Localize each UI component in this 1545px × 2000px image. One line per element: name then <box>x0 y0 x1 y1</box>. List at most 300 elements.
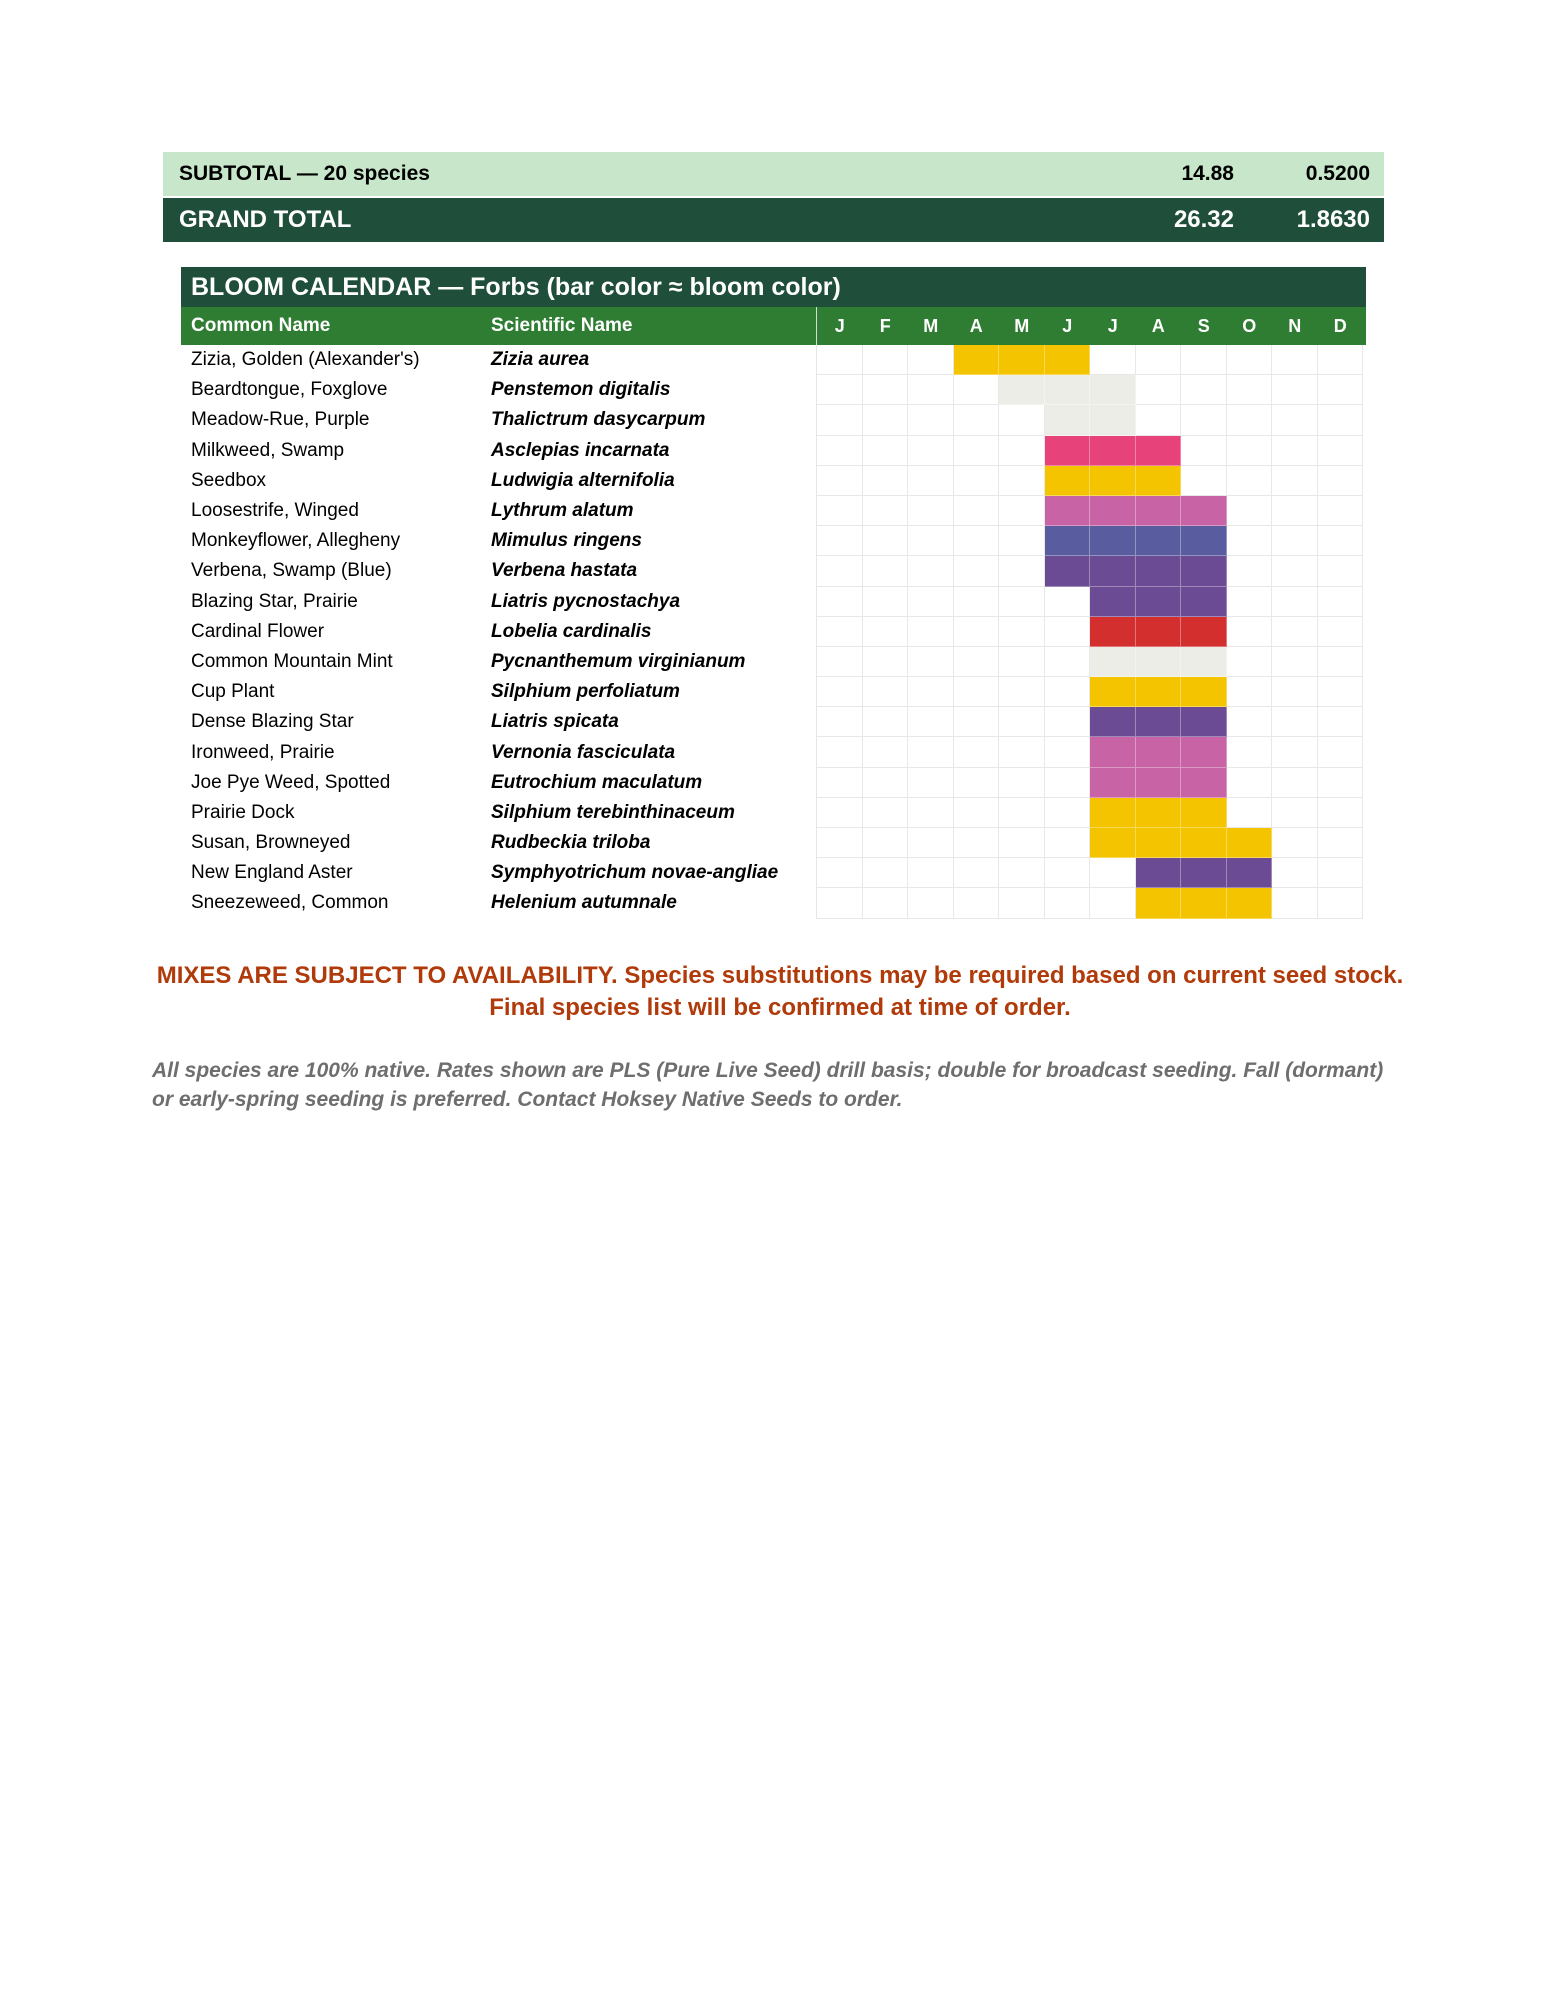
bloom-cell <box>817 647 863 677</box>
grand-total-value-2: 1.8630 <box>1296 206 1370 233</box>
bloom-cell <box>817 617 863 647</box>
bloom-cell <box>908 677 954 707</box>
bloom-cell-active <box>1045 526 1091 556</box>
month-header: S <box>1197 315 1210 336</box>
calendar-row <box>181 798 1366 828</box>
scientific-name: Helenium autumnale <box>491 892 677 914</box>
bloom-cell <box>1090 858 1136 888</box>
bloom-cell-active <box>1090 375 1136 405</box>
common-name: Milkweed, Swamp <box>191 439 345 461</box>
bloom-cell <box>863 828 909 858</box>
bloom-cells <box>816 888 1362 918</box>
bloom-cell <box>1272 888 1318 918</box>
calendar-row <box>181 768 1366 798</box>
bloom-cell-active <box>1181 526 1227 556</box>
bloom-cell <box>817 375 863 405</box>
bloom-cell-active <box>999 345 1045 375</box>
bloom-cell-active <box>1136 436 1182 466</box>
bloom-cell-active <box>1090 828 1136 858</box>
bloom-cell <box>954 466 1000 496</box>
bloom-cell-active <box>1136 798 1182 828</box>
common-name: Prairie Dock <box>191 801 295 823</box>
scientific-name: Liatris pycnostachya <box>491 590 681 612</box>
common-name: Loosestrife, Winged <box>191 500 359 522</box>
bloom-cell-active <box>1181 496 1227 526</box>
bloom-cell-active <box>1090 798 1136 828</box>
calendar-row <box>181 466 1366 496</box>
bloom-cell <box>1272 677 1318 707</box>
bloom-cell <box>954 768 1000 798</box>
bloom-cell <box>1272 858 1318 888</box>
bloom-cell <box>1181 375 1227 405</box>
bloom-cell-active <box>1090 466 1136 496</box>
bloom-cell-active <box>1181 858 1227 888</box>
calendar-row <box>181 828 1366 858</box>
bloom-cells <box>816 466 1362 496</box>
bloom-cell <box>817 737 863 767</box>
grand-total-value-1: 26.32 <box>1173 206 1234 233</box>
subtotal-row <box>163 152 1384 196</box>
bloom-cell <box>863 707 909 737</box>
bloom-cell <box>908 798 954 828</box>
bloom-cell <box>1227 798 1273 828</box>
bloom-cell-active <box>1181 677 1227 707</box>
bloom-cell <box>999 617 1045 647</box>
bloom-cells <box>816 345 1362 375</box>
bloom-cell <box>1181 345 1227 375</box>
bloom-cell <box>1136 405 1182 435</box>
bloom-cell <box>999 526 1045 556</box>
scientific-name: Verbena hastata <box>491 560 638 582</box>
bloom-cell-active <box>1181 768 1227 798</box>
bloom-cell <box>999 858 1045 888</box>
bloom-cell <box>817 707 863 737</box>
bloom-cell-active <box>999 375 1045 405</box>
bloom-cell <box>999 737 1045 767</box>
bloom-cell <box>1272 375 1318 405</box>
bloom-cell-active <box>1181 737 1227 767</box>
bloom-cell-active <box>1090 587 1136 617</box>
bloom-cell <box>1272 496 1318 526</box>
bloom-cell <box>817 677 863 707</box>
bloom-cell <box>1318 466 1364 496</box>
bloom-cell <box>954 617 1000 647</box>
bloom-cell <box>1045 858 1091 888</box>
bloom-cell-active <box>1045 466 1091 496</box>
scientific-name: Silphium perfoliatum <box>491 681 680 703</box>
bloom-cell-active <box>1090 526 1136 556</box>
bloom-cell <box>1318 888 1364 918</box>
bloom-cell <box>954 375 1000 405</box>
scientific-name: Lythrum alatum <box>491 500 634 522</box>
bloom-cell <box>1045 587 1091 617</box>
bloom-cell <box>954 587 1000 617</box>
bloom-cell <box>999 798 1045 828</box>
bloom-cell <box>817 405 863 435</box>
month-header: A <box>1151 315 1165 336</box>
common-name: Ironweed, Prairie <box>191 741 335 763</box>
bloom-cell <box>1272 526 1318 556</box>
bloom-cell-active <box>1090 677 1136 707</box>
bloom-cell <box>1227 405 1273 435</box>
bloom-cell <box>1090 345 1136 375</box>
scientific-name: Silphium terebinthinaceum <box>491 801 735 823</box>
scientific-name: Penstemon digitalis <box>491 379 671 401</box>
bloom-cell-active <box>1090 436 1136 466</box>
bloom-cells <box>816 828 1362 858</box>
bloom-cell <box>908 858 954 888</box>
bloom-cell <box>1272 828 1318 858</box>
scientific-name: Vernonia fasciculata <box>491 741 676 763</box>
bloom-cell <box>908 647 954 677</box>
bloom-cell <box>1227 617 1273 647</box>
bloom-cell <box>1318 677 1364 707</box>
bloom-cell <box>1272 587 1318 617</box>
grand-total-row <box>163 198 1384 242</box>
bloom-cell <box>908 345 954 375</box>
bloom-cell-active <box>1136 677 1182 707</box>
common-name: Meadow-Rue, Purple <box>191 409 370 431</box>
bloom-cells <box>816 647 1362 677</box>
bloom-cell <box>908 375 954 405</box>
bloom-cell <box>954 526 1000 556</box>
bloom-cell <box>908 526 954 556</box>
bloom-cell <box>1045 707 1091 737</box>
bloom-calendar-title: BLOOM CALENDAR — Forbs (bar color ≈ bloom color) <box>181 267 1366 307</box>
bloom-cells <box>816 617 1362 647</box>
bloom-cell <box>1227 768 1273 798</box>
bloom-cell <box>908 496 954 526</box>
bloom-cells <box>816 496 1362 526</box>
bloom-calendar-body <box>181 345 1366 919</box>
common-name: Dense Blazing Star <box>191 711 354 733</box>
bloom-cell <box>999 587 1045 617</box>
bloom-cell-active <box>1045 405 1091 435</box>
bloom-cell <box>999 466 1045 496</box>
scientific-name: Zizia aurea <box>491 349 590 371</box>
bloom-cell <box>954 556 1000 586</box>
bloom-cell-active <box>1136 466 1182 496</box>
bloom-cell-active <box>1181 707 1227 737</box>
bloom-cell <box>954 737 1000 767</box>
bloom-cell-active <box>1045 436 1091 466</box>
month-header: N <box>1288 315 1302 336</box>
bloom-cell <box>999 888 1045 918</box>
bloom-cell <box>954 405 1000 435</box>
scientific-name: Pycnanthemum virginianum <box>491 650 746 672</box>
bloom-cell <box>1272 617 1318 647</box>
calendar-row <box>181 737 1366 767</box>
bloom-cell <box>817 768 863 798</box>
bloom-cell <box>1318 587 1364 617</box>
common-name: Common Mountain Mint <box>191 650 393 672</box>
bloom-cell <box>1318 405 1364 435</box>
bloom-cell <box>817 798 863 828</box>
bloom-cell <box>863 526 909 556</box>
scientific-name: Ludwigia alternifolia <box>491 469 675 491</box>
bloom-cell <box>999 768 1045 798</box>
scientific-name: Symphyotrichum novae-angliae <box>491 862 779 884</box>
scientific-name: Eutrochium maculatum <box>491 771 703 793</box>
bloom-cell <box>863 888 909 918</box>
grand-total-label: GRAND TOTAL <box>179 206 352 233</box>
bloom-cells <box>816 798 1362 828</box>
bloom-cell <box>1272 556 1318 586</box>
bloom-cell <box>1272 436 1318 466</box>
bloom-cell <box>908 436 954 466</box>
bloom-cell-active <box>1136 737 1182 767</box>
bloom-cells <box>816 556 1362 586</box>
common-name: Blazing Star, Prairie <box>191 590 358 612</box>
bloom-cell <box>1272 345 1318 375</box>
bloom-cell <box>1227 345 1273 375</box>
bloom-cell <box>863 496 909 526</box>
bloom-cell <box>1181 405 1227 435</box>
bloom-cell <box>863 617 909 647</box>
bloom-cell-active <box>1136 526 1182 556</box>
bloom-cell <box>1272 707 1318 737</box>
bloom-cell <box>999 828 1045 858</box>
subtotal-label: SUBTOTAL — 20 species <box>179 162 430 185</box>
month-header: J <box>1062 315 1073 336</box>
bloom-cell-active <box>1090 707 1136 737</box>
bloom-cell <box>1318 707 1364 737</box>
bloom-cell <box>1227 677 1273 707</box>
bloom-cell-active <box>1136 587 1182 617</box>
bloom-cell <box>817 496 863 526</box>
month-header: M <box>1014 315 1030 336</box>
common-name: Joe Pye Weed, Spotted <box>191 771 391 793</box>
bloom-cell <box>1045 828 1091 858</box>
common-name: Cardinal Flower <box>191 620 325 642</box>
bloom-cell <box>863 587 909 617</box>
bloom-cell <box>1090 888 1136 918</box>
common-name-header: Common Name <box>191 315 331 336</box>
bloom-cell <box>1181 436 1227 466</box>
bloom-cell <box>1181 466 1227 496</box>
bloom-cell <box>1318 828 1364 858</box>
bloom-cell <box>1045 737 1091 767</box>
calendar-row <box>181 526 1366 556</box>
bloom-cell <box>1318 858 1364 888</box>
bloom-cell <box>999 496 1045 526</box>
bloom-cell <box>863 466 909 496</box>
bloom-cell-active <box>1090 496 1136 526</box>
calendar-row <box>181 405 1366 435</box>
bloom-cell <box>1045 888 1091 918</box>
bloom-cells <box>816 375 1362 405</box>
scientific-name: Thalictrum dasycarpum <box>491 409 706 431</box>
bloom-cell <box>1272 466 1318 496</box>
bloom-cell <box>1045 768 1091 798</box>
bloom-cell <box>1227 496 1273 526</box>
bloom-cell <box>1318 647 1364 677</box>
bloom-cell <box>1318 375 1364 405</box>
bloom-cell <box>908 888 954 918</box>
bloom-cell <box>1272 405 1318 435</box>
bloom-cell <box>1272 737 1318 767</box>
bloom-cell-active <box>1090 405 1136 435</box>
common-name: Monkeyflower, Allegheny <box>191 530 401 552</box>
bloom-cell <box>908 556 954 586</box>
bloom-cell <box>1272 798 1318 828</box>
bloom-cell <box>863 375 909 405</box>
calendar-row <box>181 617 1366 647</box>
bloom-cell <box>1045 647 1091 677</box>
bloom-cells <box>816 405 1362 435</box>
bloom-cell <box>1318 556 1364 586</box>
bloom-cell <box>1272 647 1318 677</box>
bloom-cell <box>1227 526 1273 556</box>
bloom-cell <box>863 768 909 798</box>
bloom-cell <box>908 466 954 496</box>
availability-notice: MIXES ARE SUBJECT TO AVAILABILITY. Species substitutions may be required based on current seed stock. Final species list will be confirmed at time of order. <box>156 962 1404 1021</box>
bloom-cells <box>816 707 1362 737</box>
scientific-name: Asclepias incarnata <box>491 439 670 461</box>
bloom-cell <box>1318 526 1364 556</box>
calendar-row <box>181 496 1366 526</box>
month-header: D <box>1333 315 1347 336</box>
bloom-cell <box>908 737 954 767</box>
bloom-cell-active <box>1045 496 1091 526</box>
common-name: Seedbox <box>191 469 267 491</box>
bloom-cell-active <box>1136 617 1182 647</box>
calendar-row <box>181 888 1366 918</box>
bloom-cell-active <box>1136 888 1182 918</box>
bloom-cell-active <box>1090 647 1136 677</box>
common-name: Verbena, Swamp (Blue) <box>191 560 392 582</box>
bloom-cell-active <box>1045 345 1091 375</box>
bloom-cell <box>908 617 954 647</box>
bloom-cell-active <box>1227 828 1273 858</box>
bloom-cell <box>1045 798 1091 828</box>
bloom-cell <box>999 405 1045 435</box>
bloom-cell-active <box>1090 617 1136 647</box>
calendar-row <box>181 587 1366 617</box>
bloom-cell <box>954 828 1000 858</box>
bloom-cell <box>1318 798 1364 828</box>
bloom-cell-active <box>1181 617 1227 647</box>
month-headers <box>816 307 1362 345</box>
bloom-cell <box>1318 345 1364 375</box>
bloom-cell-active <box>1227 888 1273 918</box>
bloom-cell-active <box>1181 587 1227 617</box>
bloom-cells <box>816 737 1362 767</box>
bloom-cell <box>954 858 1000 888</box>
bloom-cell <box>954 888 1000 918</box>
bloom-cell <box>1227 375 1273 405</box>
bloom-cell-active <box>1136 707 1182 737</box>
month-header: A <box>969 315 983 336</box>
bloom-cell <box>817 526 863 556</box>
bloom-cell <box>954 496 1000 526</box>
bloom-cell <box>1227 556 1273 586</box>
bloom-cell <box>863 405 909 435</box>
bloom-cell <box>954 647 1000 677</box>
calendar-row <box>181 436 1366 466</box>
bloom-cell <box>863 556 909 586</box>
bloom-cell-active <box>1045 556 1091 586</box>
bloom-cell <box>999 677 1045 707</box>
bloom-cell-active <box>1181 828 1227 858</box>
subtotal-value-1: 14.88 <box>1181 162 1234 185</box>
bloom-cell-active <box>1045 375 1091 405</box>
calendar-row <box>181 647 1366 677</box>
bloom-cell <box>1136 375 1182 405</box>
calendar-row <box>181 556 1366 586</box>
calendar-row <box>181 677 1366 707</box>
bloom-cell <box>863 677 909 707</box>
subtotal-value-2: 0.5200 <box>1305 162 1370 185</box>
common-name: Susan, Browneyed <box>191 832 351 854</box>
bloom-cell <box>954 707 1000 737</box>
bloom-cell <box>817 556 863 586</box>
bloom-cell <box>817 587 863 617</box>
bloom-cell <box>954 677 1000 707</box>
bloom-cell-active <box>1136 556 1182 586</box>
bloom-cell <box>999 436 1045 466</box>
bloom-cell <box>999 556 1045 586</box>
bloom-cells <box>816 677 1362 707</box>
bloom-cell <box>1318 496 1364 526</box>
bloom-cell <box>908 405 954 435</box>
bloom-cell <box>817 858 863 888</box>
common-name: Zizia, Golden (Alexander's) <box>191 349 420 371</box>
bloom-cell <box>817 345 863 375</box>
bloom-cells <box>816 858 1362 888</box>
footnote: All species are 100% native. Rates shown are PLS (Pure Live Seed) drill basis; double for broadcast seeding. Fall (dormant) or early-spring seeding is preferred. Contact Hoksey Native Seeds to order. <box>152 1059 1384 1111</box>
bloom-cell <box>1227 737 1273 767</box>
calendar-row <box>181 707 1366 737</box>
bloom-cell <box>1045 677 1091 707</box>
scientific-name: Liatris spicata <box>491 711 619 733</box>
scientific-name: Rudbeckia triloba <box>491 832 651 854</box>
bloom-calendar <box>181 267 1366 919</box>
bloom-cell <box>954 436 1000 466</box>
bloom-cell-active <box>1181 798 1227 828</box>
bloom-cell <box>954 798 1000 828</box>
bloom-cell <box>908 707 954 737</box>
month-header: F <box>879 315 891 336</box>
common-name: Cup Plant <box>191 681 275 703</box>
common-name: Beardtongue, Foxglove <box>191 379 388 401</box>
bloom-cell <box>908 587 954 617</box>
bloom-cell <box>999 707 1045 737</box>
bloom-cell-active <box>1090 556 1136 586</box>
scientific-name: Mimulus ringens <box>491 530 642 552</box>
bloom-cell <box>1227 436 1273 466</box>
bloom-cell-active <box>1181 888 1227 918</box>
bloom-cell <box>1045 617 1091 647</box>
bloom-cell-active <box>1227 858 1273 888</box>
bloom-cells <box>816 768 1362 798</box>
bloom-cells <box>816 436 1362 466</box>
bloom-cell <box>817 828 863 858</box>
bloom-cell <box>863 436 909 466</box>
bloom-cell <box>1318 436 1364 466</box>
bloom-cells <box>816 526 1362 556</box>
bloom-cell-active <box>1136 858 1182 888</box>
bloom-cell-active <box>1090 737 1136 767</box>
bloom-cell-active <box>1181 556 1227 586</box>
bloom-cell <box>817 436 863 466</box>
bloom-cells <box>816 587 1362 617</box>
bloom-cell-active <box>1136 768 1182 798</box>
bloom-cell-active <box>1136 496 1182 526</box>
bloom-cell <box>817 888 863 918</box>
common-name: Sneezeweed, Common <box>191 892 389 914</box>
bloom-cell-active <box>1181 647 1227 677</box>
